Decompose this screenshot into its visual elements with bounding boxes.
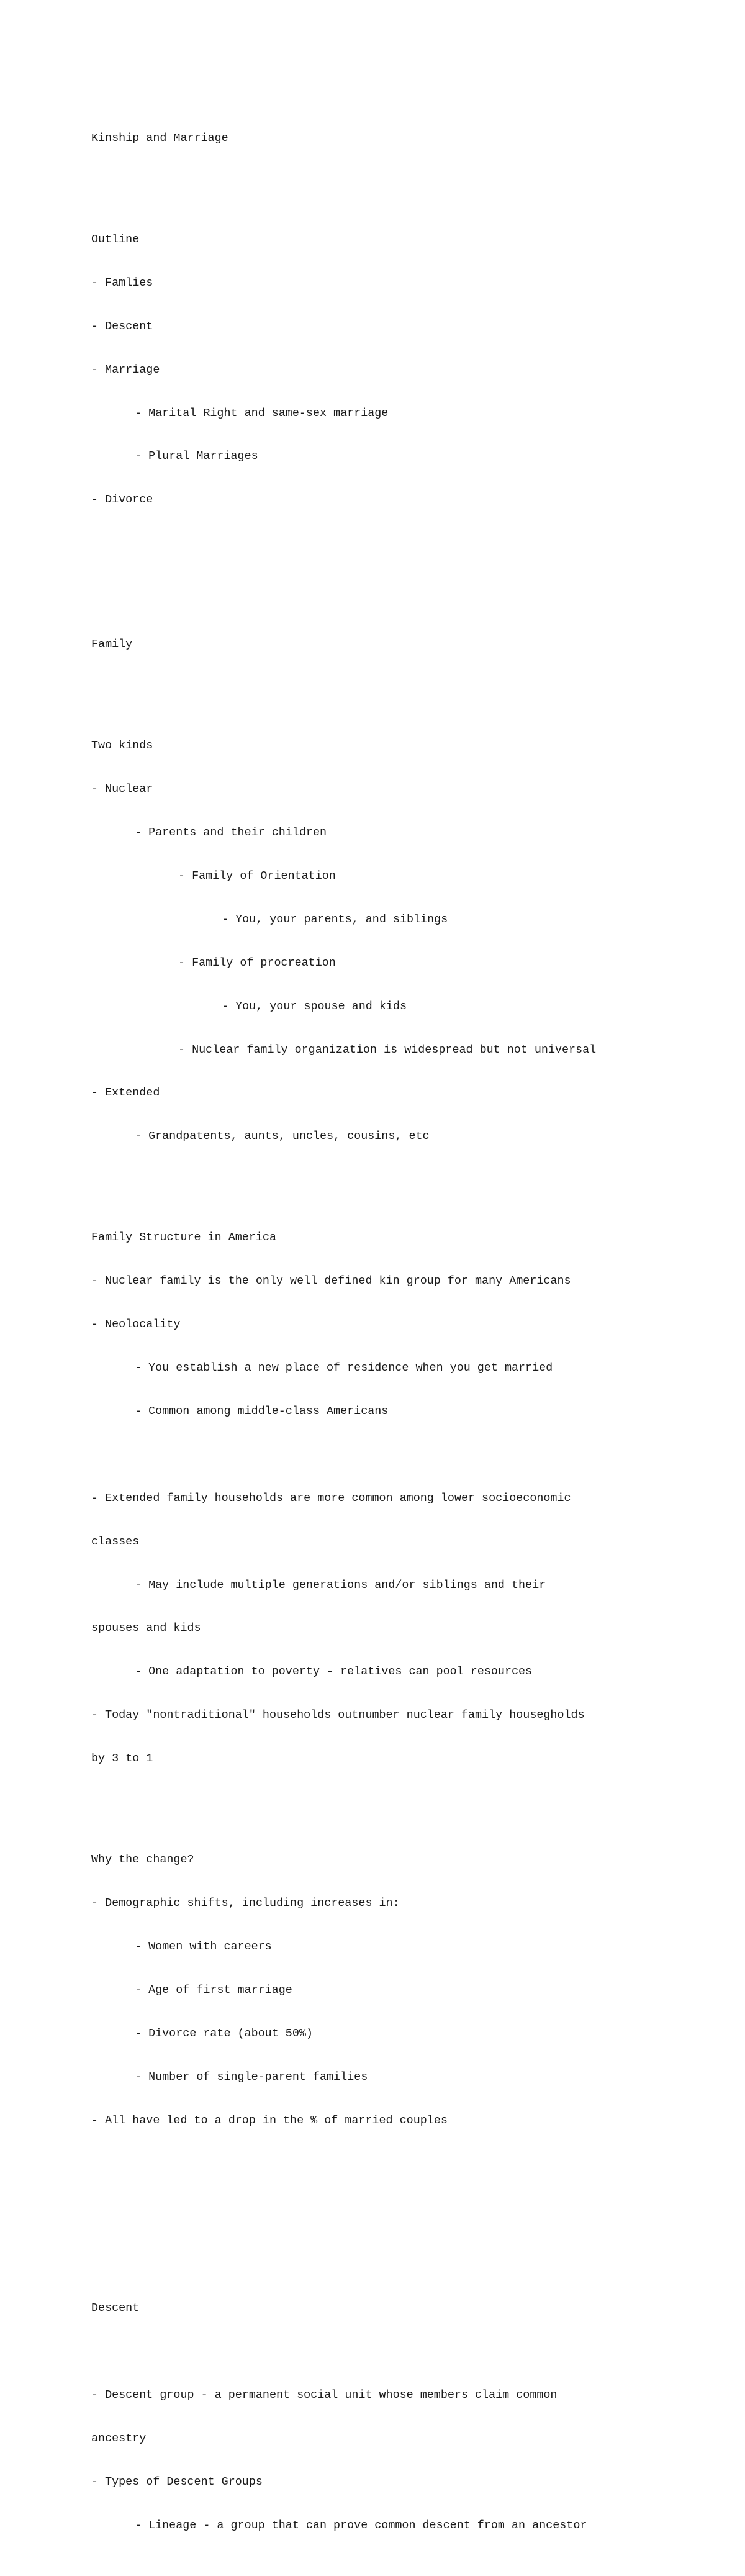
blank-line: [91, 175, 712, 189]
list-item: - Types of Descent Groups: [91, 2475, 263, 2488]
blank-line: [91, 1172, 712, 1187]
list-item-continuation: classes: [91, 1535, 140, 1548]
outline-subitem: - Marital Right and same-sex marriage: [135, 406, 389, 420]
list-item-continuation: spouses and kids: [91, 1621, 201, 1635]
list-item: - Grandpatents, aunts, uncles, cousins, etc: [135, 1130, 430, 1143]
outline-subitem: - Plural Marriages: [135, 450, 258, 463]
list-item: - Descent group - a permanent social unit whose members claim common: [91, 2388, 558, 2402]
list-item: - Neolocality: [91, 1318, 181, 1331]
list-item: - Family of Orientation: [178, 869, 336, 883]
blank-line: [91, 2243, 712, 2257]
list-item: - Divorce rate (about 50%): [135, 2026, 313, 2040]
list-item: - Nuclear: [91, 782, 153, 796]
subsection-heading-two-kinds: Two kinds: [91, 739, 153, 753]
blank-line: [91, 2200, 712, 2214]
outline-item: - Divorce: [91, 493, 153, 507]
list-item: - You establish a new place of residence when you get married: [135, 1361, 553, 1375]
section-heading-descent: Descent: [91, 2302, 140, 2315]
outline-heading: Outline: [91, 232, 140, 246]
subsection-heading-structure: Family Structure in America: [91, 1231, 276, 1245]
outline-item: - Descent: [91, 319, 153, 333]
list-item: - All have led to a drop in the % of married couples: [91, 2113, 448, 2127]
blank-line: [91, 1448, 712, 1462]
list-item: - You, your parents, and siblings: [222, 912, 448, 926]
list-item: - Family of procreation: [178, 956, 336, 969]
subsection-heading-why-change: Why the change?: [91, 1853, 194, 1867]
list-item: - Extended: [91, 1086, 160, 1100]
blank-line: [91, 536, 712, 550]
list-item: - Women with careers: [135, 1940, 272, 1953]
list-item-continuation: ancestry: [91, 2432, 147, 2446]
blank-line: [91, 579, 712, 594]
list-item: - Today "nontraditional" households outnumber nuclear family housegholds: [91, 1708, 585, 1722]
section-heading-family: Family: [91, 638, 133, 651]
document-body: [91, 88, 712, 2576]
list-item: - Demographic shifts, including increases in:: [91, 1897, 400, 1910]
blank-line: [91, 681, 712, 695]
list-item: - One adaptation to poverty - relatives can pool resources: [135, 1665, 533, 1679]
list-item-continuation: by 3 to 1: [91, 1752, 153, 1766]
list-item: - Nuclear family organization is widespread but not universal: [178, 1043, 597, 1056]
list-item: - Age of first marriage: [135, 1983, 292, 1997]
list-item: - May include multiple generations and/or siblings and their: [135, 1578, 546, 1592]
outline-item: - Famlies: [91, 276, 153, 289]
list-item: - Number of single-parent families: [135, 2070, 368, 2084]
list-item: - Lineage - a group that can prove common descent from an ancestor: [135, 2518, 587, 2532]
blank-line: [91, 2344, 712, 2359]
list-item: - Nuclear family is the only well defined kin group for many Americans: [91, 1274, 571, 1288]
list-item: - Parents and their children: [135, 826, 327, 840]
document-title: Kinship and Marriage: [91, 131, 228, 145]
outline-item: - Marriage: [91, 363, 160, 376]
list-item: - You, your spouse and kids: [222, 999, 407, 1013]
blank-line: [91, 2156, 712, 2170]
list-item: - Common among middle-class Americans: [135, 1405, 389, 1418]
blank-line: [91, 1795, 712, 1809]
list-item: - Extended family households are more common among lower socioeconomic: [91, 1491, 571, 1505]
